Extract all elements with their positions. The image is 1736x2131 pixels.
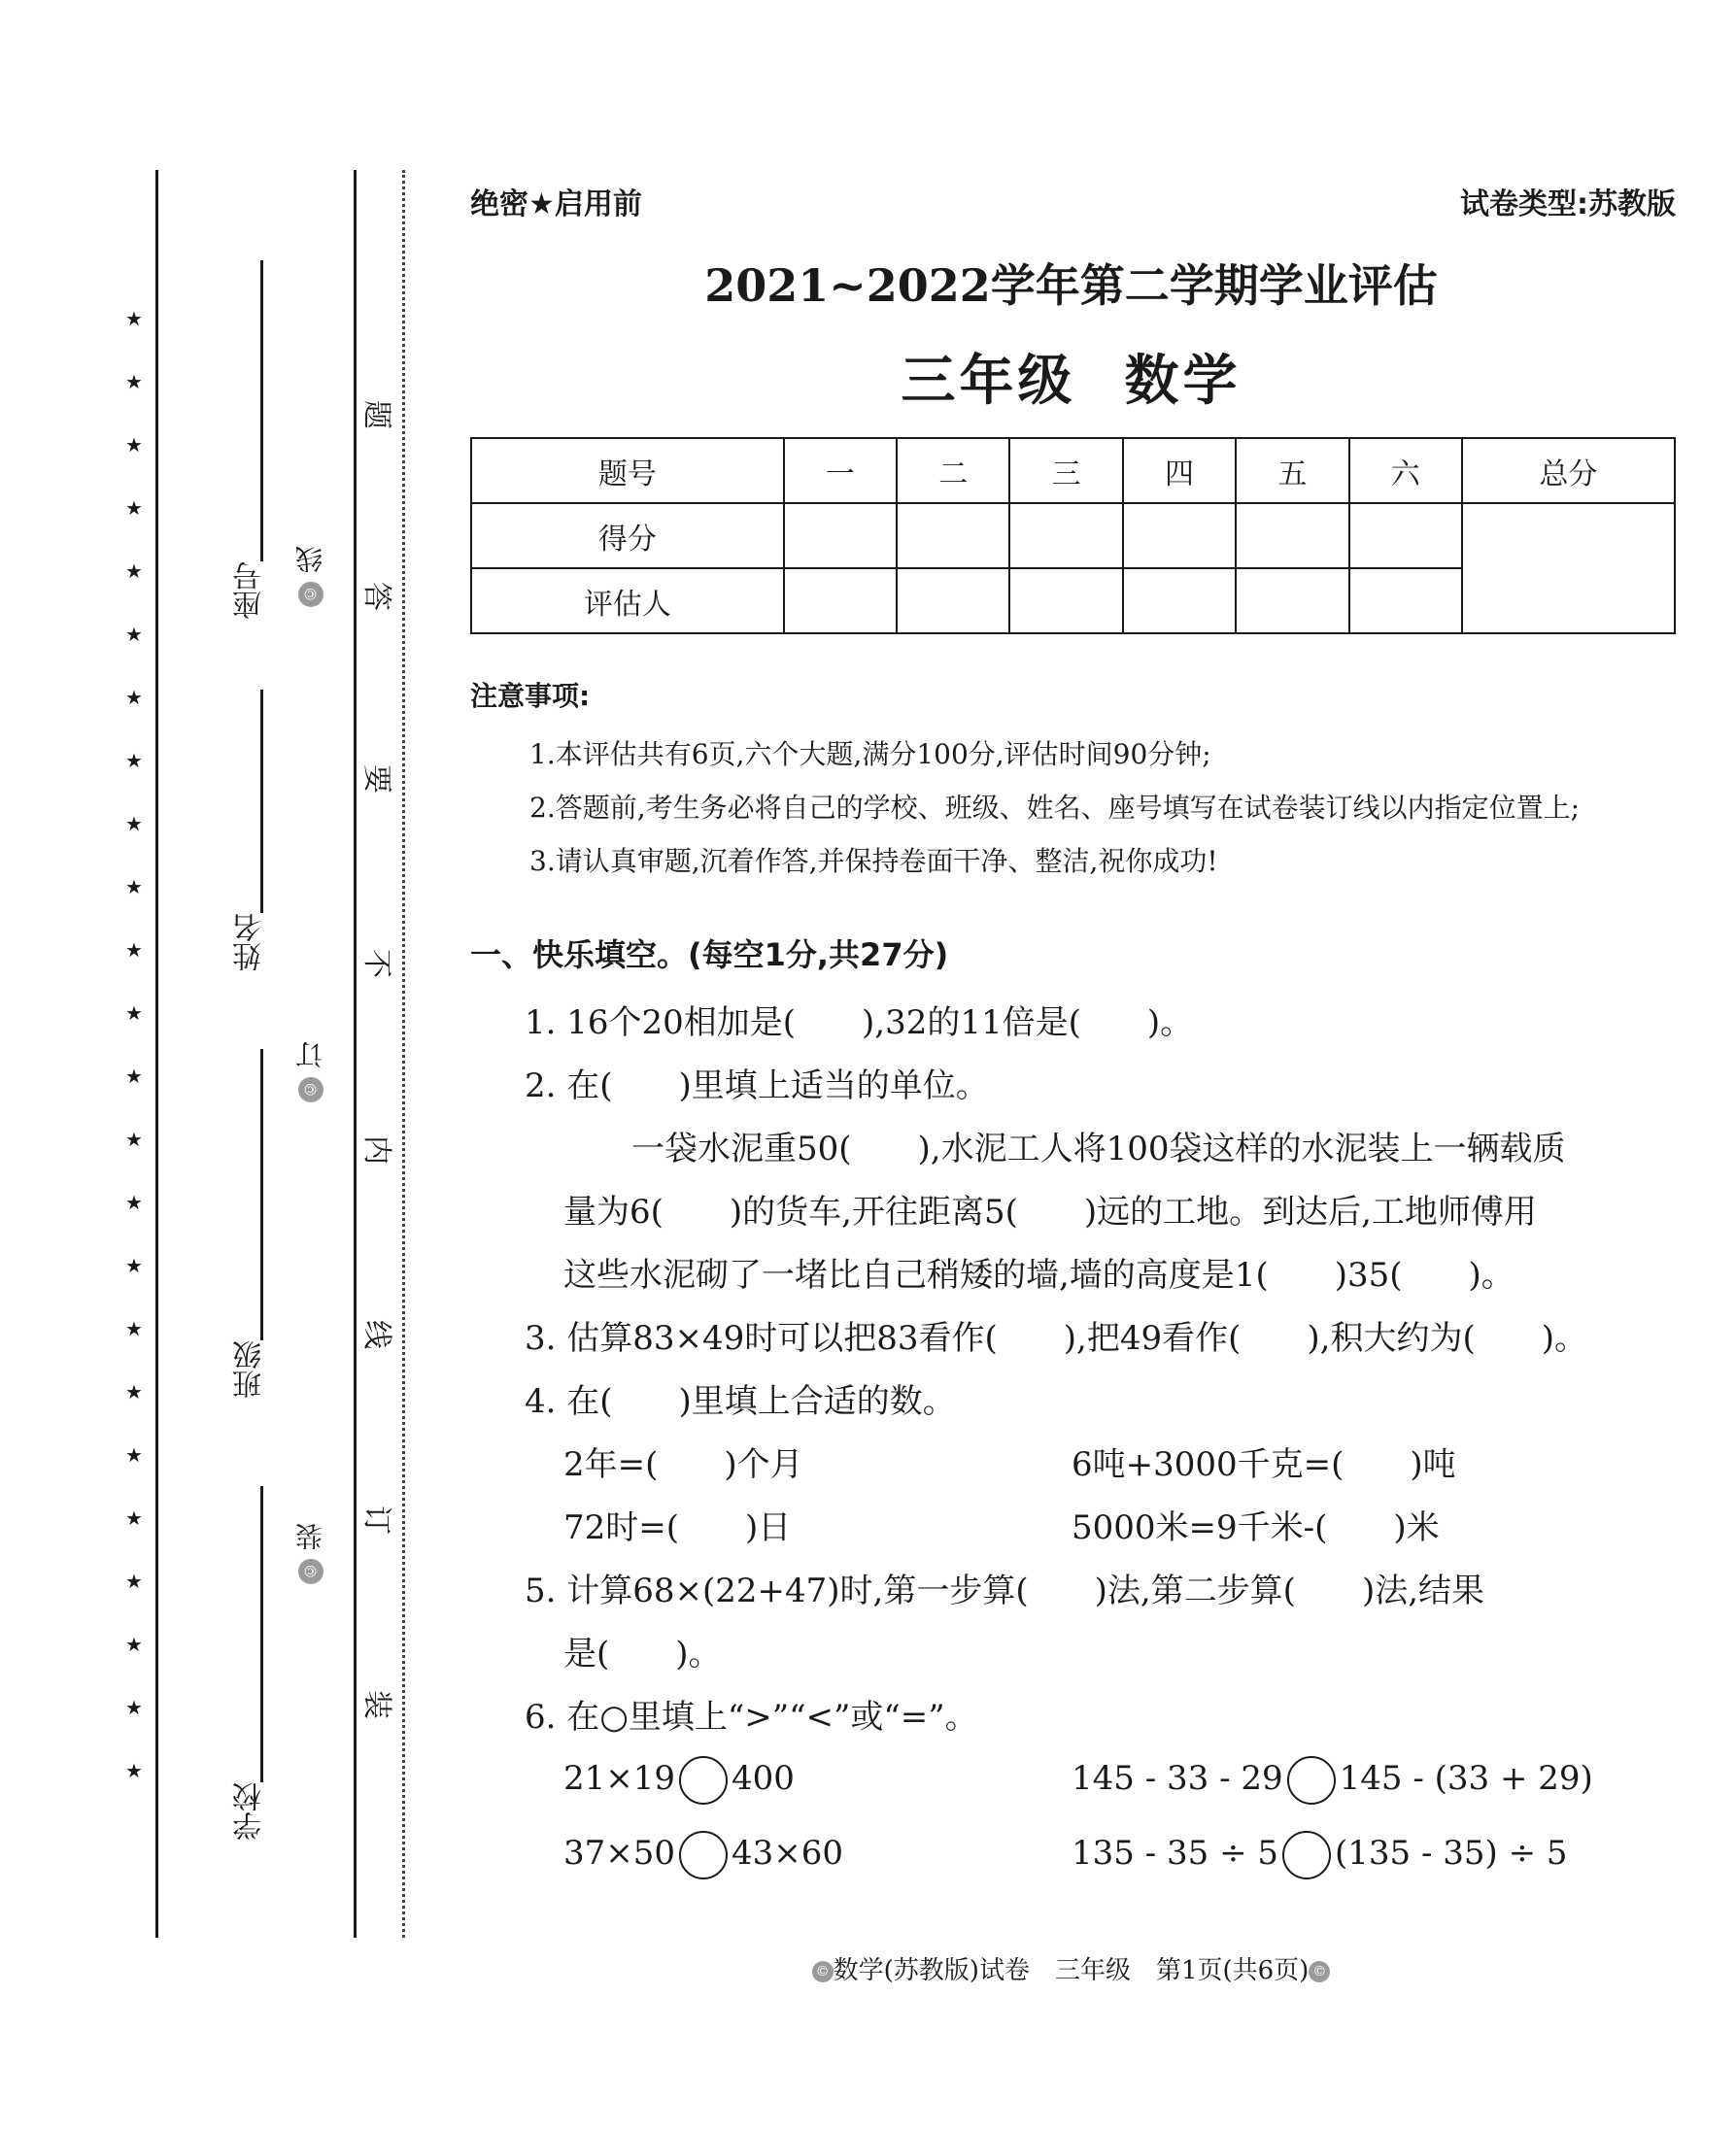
question-2: 2. 在( )里填上适当的单位。 (525, 1066, 989, 1105)
star-icon: ★ (125, 496, 143, 520)
row-label: 评估人 (471, 568, 784, 633)
name-label: 姓名 (233, 913, 267, 971)
score-cell[interactable] (784, 503, 897, 568)
score-table-header-row (471, 438, 1675, 503)
question-6: 6. 在○里填上“>”“<”或“=”。 (525, 1698, 978, 1737)
answer-circle[interactable] (1282, 1831, 1331, 1879)
header-cell: 三 (1009, 438, 1122, 503)
compare-b-right: 145 - (33 + 29) (1339, 1759, 1593, 1798)
star-icon: ★ (125, 1254, 143, 1277)
bind-mark-order: © 订 (291, 1041, 330, 1102)
question-3: 3. 估算83×49时可以把83看作( ),把49看作( ),积大约为( )。 (525, 1319, 1587, 1358)
question-4: 4. 在( )里填上合适的数。 (525, 1382, 956, 1421)
dotted-text-char: 内 (359, 1135, 393, 1165)
grader-cell[interactable] (1009, 568, 1122, 633)
notice-item: 2.答题前,考生务必将自己的学校、班级、姓名、座号填写在试卷装订线以内指定位置上; (529, 792, 1581, 824)
grader-cell[interactable] (1236, 568, 1348, 633)
compare-d-left: 135 - 35 ÷ 5 (1072, 1834, 1278, 1873)
star-icon: ★ (125, 370, 143, 393)
subject-text: 数学 (1124, 349, 1242, 413)
header-cell: 题号 (471, 438, 784, 503)
total-cell[interactable] (1462, 503, 1675, 633)
compare-b-left: 145 - 33 - 29 (1072, 1759, 1283, 1798)
margin-line-left (155, 170, 158, 1938)
score-cell[interactable] (897, 503, 1009, 568)
score-cell[interactable] (1123, 503, 1236, 568)
grader-cell[interactable] (897, 568, 1009, 633)
question-2-line-3: 这些水泥砌了一堵比自己稍矮的墙,墙的高度是1( )35( )。 (563, 1256, 1515, 1295)
footer-text: 数学(苏教版)试卷 三年级 第1页(共6页) (833, 1956, 1310, 1985)
notice-item: 3.请认真审题,沉着作答,并保持卷面干净、整洁,祝你成功! (529, 845, 1218, 877)
star-icon: ★ (125, 1191, 143, 1214)
star-icon: ★ (125, 1506, 143, 1530)
compare-b (1072, 1756, 1593, 1805)
compare-c (563, 1831, 843, 1879)
secret-label: 绝密★启用前 (470, 187, 642, 221)
answer-circle[interactable] (1287, 1756, 1336, 1805)
bind-mark-line: © 线 (291, 546, 330, 607)
star-icon: ★ (125, 1570, 143, 1593)
header-cell: 二 (897, 438, 1009, 503)
class-line[interactable] (260, 1049, 263, 1340)
star-icon: ★ (125, 307, 143, 330)
logo-icon: © (298, 1077, 323, 1102)
logo-icon: © (1309, 1961, 1330, 1982)
header-cell: 六 (1349, 438, 1462, 503)
star-icon: ★ (125, 1696, 143, 1719)
notice-title: 注意事项: (470, 680, 591, 712)
question-2-line-1: 一袋水泥重50( ),水泥工人将100袋这样的水泥装上一辆载质 (631, 1130, 1566, 1168)
question-4-d: 5000米=9千米-( )米 (1072, 1508, 1440, 1547)
question-5-line-2: 是( )。 (563, 1635, 722, 1674)
question-4-a: 2年=( )个月 (563, 1445, 803, 1484)
page-footer (466, 1950, 1676, 1986)
question-4-c: 72时=( )日 (563, 1508, 792, 1547)
class-label: 班级 (233, 1340, 267, 1399)
compare-d-right: (135 - 35) ÷ 5 (1335, 1834, 1568, 1873)
score-cell[interactable] (1349, 503, 1462, 568)
logo-icon: © (298, 582, 323, 607)
star-icon: ★ (125, 1380, 143, 1404)
star-icon: ★ (125, 559, 143, 583)
star-icon: ★ (125, 1001, 143, 1025)
dotted-text-char: 线 (359, 1320, 393, 1349)
star-icon: ★ (125, 623, 143, 646)
compare-c-left: 37×50 (563, 1834, 676, 1873)
star-icon: ★ (125, 686, 143, 709)
question-4-b: 6吨+3000千克=( )吨 (1072, 1445, 1456, 1484)
question-2-line-2: 量为6( )的货车,开往距离5( )远的工地。到达后,工地师傅用 (563, 1193, 1537, 1232)
compare-a (563, 1756, 795, 1805)
exam-type-label: 试卷类型:苏教版 (1460, 187, 1676, 221)
star-icon: ★ (125, 1633, 143, 1656)
bind-mark-bind: © 装 (291, 1523, 330, 1584)
header-cell: 一 (784, 438, 897, 503)
seat-number-line[interactable] (260, 260, 263, 561)
grader-cell[interactable] (1123, 568, 1236, 633)
star-icon: ★ (125, 433, 143, 457)
logo-icon: © (812, 1961, 834, 1982)
star-icon: ★ (125, 1759, 143, 1782)
name-line[interactable] (260, 690, 263, 913)
answer-circle[interactable] (679, 1831, 728, 1879)
exam-title: 2021~2022学年第二学期学业评估 (704, 259, 1438, 312)
answer-circle[interactable] (679, 1756, 728, 1805)
star-icon: ★ (125, 1443, 143, 1467)
score-table (470, 437, 1676, 634)
school-line[interactable] (260, 1486, 263, 1782)
star-icon: ★ (125, 749, 143, 772)
star-column (121, 306, 147, 1821)
question-1: 1. 16个20相加是( ),32的11倍是( )。 (525, 1003, 1194, 1042)
score-cell[interactable] (1009, 503, 1122, 568)
score-row (471, 503, 1675, 568)
dotted-text-char: 装 (359, 1690, 393, 1719)
dotted-cut-line (402, 170, 405, 1938)
header-cell: 四 (1123, 438, 1236, 503)
dotted-text-char: 题 (359, 400, 393, 429)
star-icon: ★ (125, 875, 143, 898)
grader-cell[interactable] (784, 568, 897, 633)
dotted-text-char: 答 (359, 582, 393, 611)
dotted-text-char: 不 (359, 949, 393, 978)
compare-a-left: 21×19 (563, 1759, 676, 1798)
header-cell: 五 (1236, 438, 1348, 503)
logo-icon: © (298, 1559, 323, 1584)
margin-line-right (354, 170, 357, 1938)
exam-subtitle (466, 338, 1676, 416)
dotted-text-char: 要 (359, 764, 393, 794)
compare-c-right: 43×60 (732, 1834, 844, 1873)
header-cell: 总分 (1462, 438, 1675, 503)
notice-item: 1.本评估共有6页,六个大题,满分100分,评估时间90分钟; (529, 738, 1211, 770)
star-icon: ★ (125, 1128, 143, 1151)
compare-a-right: 400 (732, 1759, 795, 1798)
dotted-text-char: 订 (359, 1505, 393, 1535)
grader-cell[interactable] (1349, 568, 1462, 633)
row-label: 得分 (471, 503, 784, 568)
school-label: 学校 (233, 1782, 267, 1841)
star-icon: ★ (125, 1065, 143, 1088)
compare-d (1072, 1831, 1568, 1879)
section-title: 一、快乐填空。(每空1分,共27分) (470, 936, 949, 973)
star-icon: ★ (125, 938, 143, 962)
seat-number-label: 座号 (233, 561, 267, 620)
star-icon: ★ (125, 1317, 143, 1340)
score-cell[interactable] (1236, 503, 1348, 568)
grade-text: 三年级 (901, 349, 1076, 413)
star-icon: ★ (125, 812, 143, 835)
question-5: 5. 计算68×(22+47)时,第一步算( )法,第二步算( )法,结果 (525, 1572, 1485, 1610)
